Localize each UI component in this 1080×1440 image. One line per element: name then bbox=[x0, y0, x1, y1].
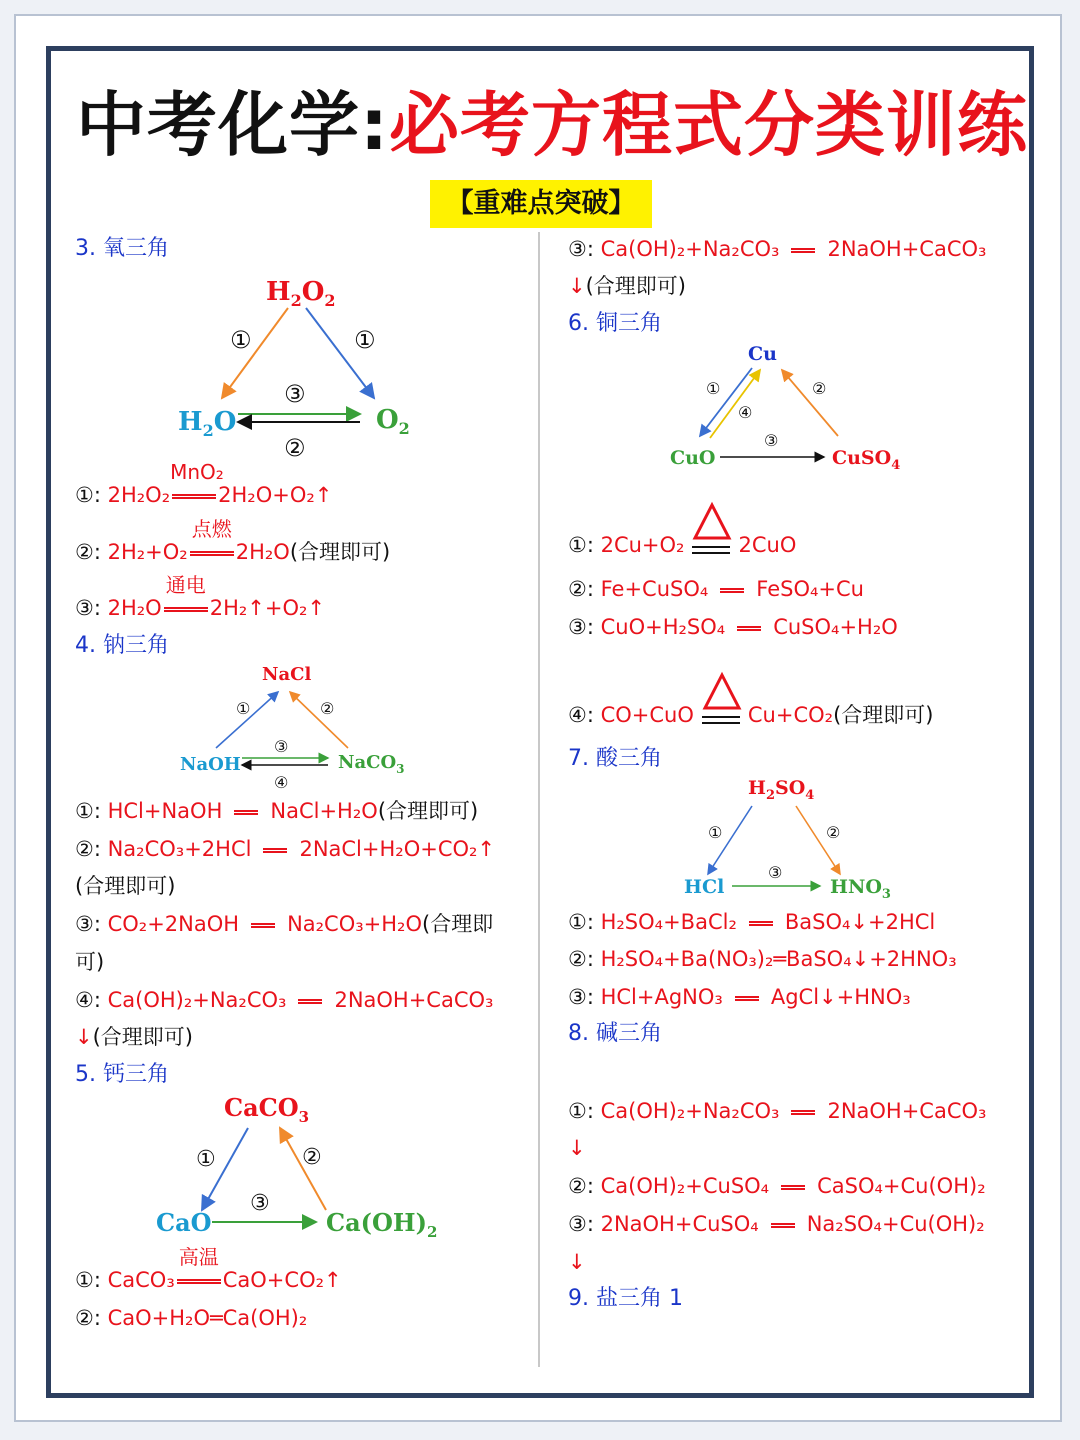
label-2: ② bbox=[284, 434, 306, 462]
node-h2so4: H bbox=[748, 777, 766, 799]
s4-eq4: ④: Ca(OH)₂+Na₂CO₃ 2NaOH+CaCO₃ bbox=[75, 988, 494, 1012]
svg-text:Ca(OH)2: $Ca(OH)_2$ bbox=[326, 1208, 438, 1241]
label-4: ④ bbox=[738, 403, 753, 422]
node-cao: CaO bbox=[156, 1208, 212, 1237]
node-caoh2: Ca(OH) bbox=[326, 1208, 427, 1237]
label-3: ③ bbox=[250, 1191, 270, 1216]
section-3-heading: 3. 氧三角 bbox=[75, 236, 169, 261]
s8-eq1-arrow: ↓ bbox=[568, 1136, 586, 1160]
label-2: ② bbox=[826, 823, 841, 842]
s8-eq1: ①: Ca(OH)₂+Na₂CO₃ 2NaOH+CaCO₃ bbox=[568, 1099, 987, 1123]
s7-eq1: ①: H₂SO₄+BaCl₂ BaSO₄↓+2HCl bbox=[568, 910, 936, 934]
svg-text:NaCO3: NaCO$_3$ bbox=[338, 752, 405, 776]
s4-eq2: ②: Na₂CO₃+2HCl 2NaCl+H₂O+CO₂↑ bbox=[75, 837, 496, 861]
section-8-heading: 8. 碱三角 bbox=[568, 1021, 662, 1046]
arrow-cuso4-to-cu bbox=[782, 370, 838, 436]
s3-eq3: ③: 2H₂O 通电 2H₂↑+O₂↑ bbox=[75, 573, 326, 620]
s4-eq2-note: (合理即可) bbox=[75, 874, 176, 898]
label-1: ① bbox=[708, 823, 723, 842]
node-hno3: HNO bbox=[830, 876, 882, 898]
s4-eq1: ①: HCl+NaOH NaCl+H₂O(合理即可) bbox=[75, 799, 479, 823]
node-nacl: NaCl bbox=[262, 664, 312, 685]
label-1b: ① bbox=[354, 326, 376, 354]
key-points-badge: 【重难点突破】 bbox=[430, 180, 652, 228]
node-o2: O bbox=[376, 405, 399, 435]
svg-text:HNO3: $HNO_3$ bbox=[830, 876, 891, 902]
s6-eq4: ④: CO+CuO Cu+CO₂(合理即可) bbox=[568, 700, 933, 730]
s6-eq1: ①: 2Cu+O₂ 2CuO bbox=[568, 530, 796, 560]
svg-text:H2O: $H_2O$ bbox=[178, 407, 237, 440]
node-cuso4: CuSO bbox=[832, 447, 892, 469]
s4-eq3: ③: CO₂+2NaOH Na₂CO₃+H₂O(合理即 bbox=[75, 912, 494, 936]
node-h2o2: H bbox=[266, 277, 291, 307]
arrow-naco3-to-nacl bbox=[290, 692, 348, 748]
label-1: ① bbox=[236, 699, 251, 718]
s8-eq3: ③: 2NaOH+CuSO₄ Na₂SO₄+Cu(OH)₂ bbox=[568, 1212, 985, 1236]
node-hcl: HCl bbox=[684, 876, 725, 898]
s7-eq3: ③: HCl+AgNO₃ AgCl↓+HNO₃ bbox=[568, 985, 911, 1009]
cont-eq-tail: ↓(合理即可) bbox=[568, 274, 686, 298]
sodium-triangle-diagram bbox=[178, 662, 418, 792]
svg-text:CuSO4: CuSO$_4$ bbox=[832, 447, 901, 473]
label-1: ① bbox=[706, 379, 721, 398]
label-3: ③ bbox=[274, 737, 289, 756]
node-cuo: CuO bbox=[670, 447, 716, 469]
oxygen-triangle-diagram bbox=[170, 272, 430, 472]
node-naco3: NaCO bbox=[338, 752, 397, 773]
svg-text:H2O2: $H_2O_2$ bbox=[266, 277, 336, 310]
svg-text:CaCO3: CaCO$_3$ bbox=[224, 1093, 310, 1126]
label-2: ② bbox=[302, 1145, 322, 1170]
s6-eq3: ③: CuO+H₂SO₄ CuSO₄+H₂O bbox=[568, 615, 898, 639]
section-9-heading: 9. 盐三角 1 bbox=[568, 1286, 683, 1311]
title-prefix: 中考化学: bbox=[76, 84, 389, 166]
calcium-triangle-diagram bbox=[152, 1090, 442, 1250]
section-6-heading: 6. 铜三角 bbox=[568, 311, 662, 336]
node-cu: Cu bbox=[748, 343, 777, 365]
label-1: ① bbox=[196, 1147, 216, 1172]
s4-eq3-note: 可) bbox=[75, 950, 105, 974]
s8-eq2: ②: Ca(OH)₂+CuSO₄ CaSO₄+Cu(OH)₂ bbox=[568, 1174, 986, 1198]
label-1a: ① bbox=[230, 326, 252, 354]
acid-triangle-diagram bbox=[680, 774, 910, 904]
s8-eq3-arrow: ↓ bbox=[568, 1250, 586, 1274]
label-2: ② bbox=[812, 379, 827, 398]
page-title bbox=[76, 80, 1028, 170]
label-2: ② bbox=[320, 699, 335, 718]
s3-eq2: ②: 2H₂+O₂ 点燃 2H₂O(合理即可) bbox=[75, 517, 391, 564]
column-divider bbox=[538, 232, 540, 1367]
title-main: 必考方程式分类训练 bbox=[389, 84, 1028, 166]
svg-text:H2SO4: $H_2SO_4$ bbox=[748, 777, 815, 803]
label-3: ③ bbox=[284, 380, 306, 408]
copper-triangle-diagram bbox=[666, 340, 916, 480]
section-4-heading: 4. 钠三角 bbox=[75, 633, 169, 658]
s4-eq4-tail: ↓(合理即可) bbox=[75, 1025, 193, 1049]
svg-text:O2: $O_2$ bbox=[376, 405, 410, 438]
node-h2o: H bbox=[178, 407, 203, 437]
label-4: ④ bbox=[274, 773, 289, 792]
label-3: ③ bbox=[764, 431, 779, 450]
s5-eq2: ②: CaO+H₂O═Ca(OH)₂ bbox=[75, 1306, 308, 1330]
label-3: ③ bbox=[768, 863, 783, 882]
section-5-heading: 5. 钙三角 bbox=[75, 1062, 169, 1087]
heat-triangle-icon bbox=[702, 672, 742, 712]
section-7-heading: 7. 酸三角 bbox=[568, 746, 662, 771]
node-caco3: CaCO bbox=[224, 1093, 299, 1122]
node-naoh: NaOH bbox=[180, 754, 241, 775]
cont-eq: ③: Ca(OH)₂+Na₂CO₃ 2NaOH+CaCO₃ bbox=[568, 237, 987, 261]
s7-eq2: ②: H₂SO₄+Ba(NO₃)₂═BaSO₄↓+2HNO₃ bbox=[568, 947, 957, 971]
s3-eq1: ①: 2H₂O₂ MnO₂ 2H₂O+O₂↑ bbox=[75, 460, 333, 507]
heat-triangle-icon bbox=[692, 502, 732, 542]
s6-eq2: ②: Fe+CuSO₄ FeSO₄+Cu bbox=[568, 577, 864, 601]
s5-eq1: ①: CaCO₃ 高温 CaO+CO₂↑ bbox=[75, 1245, 342, 1292]
